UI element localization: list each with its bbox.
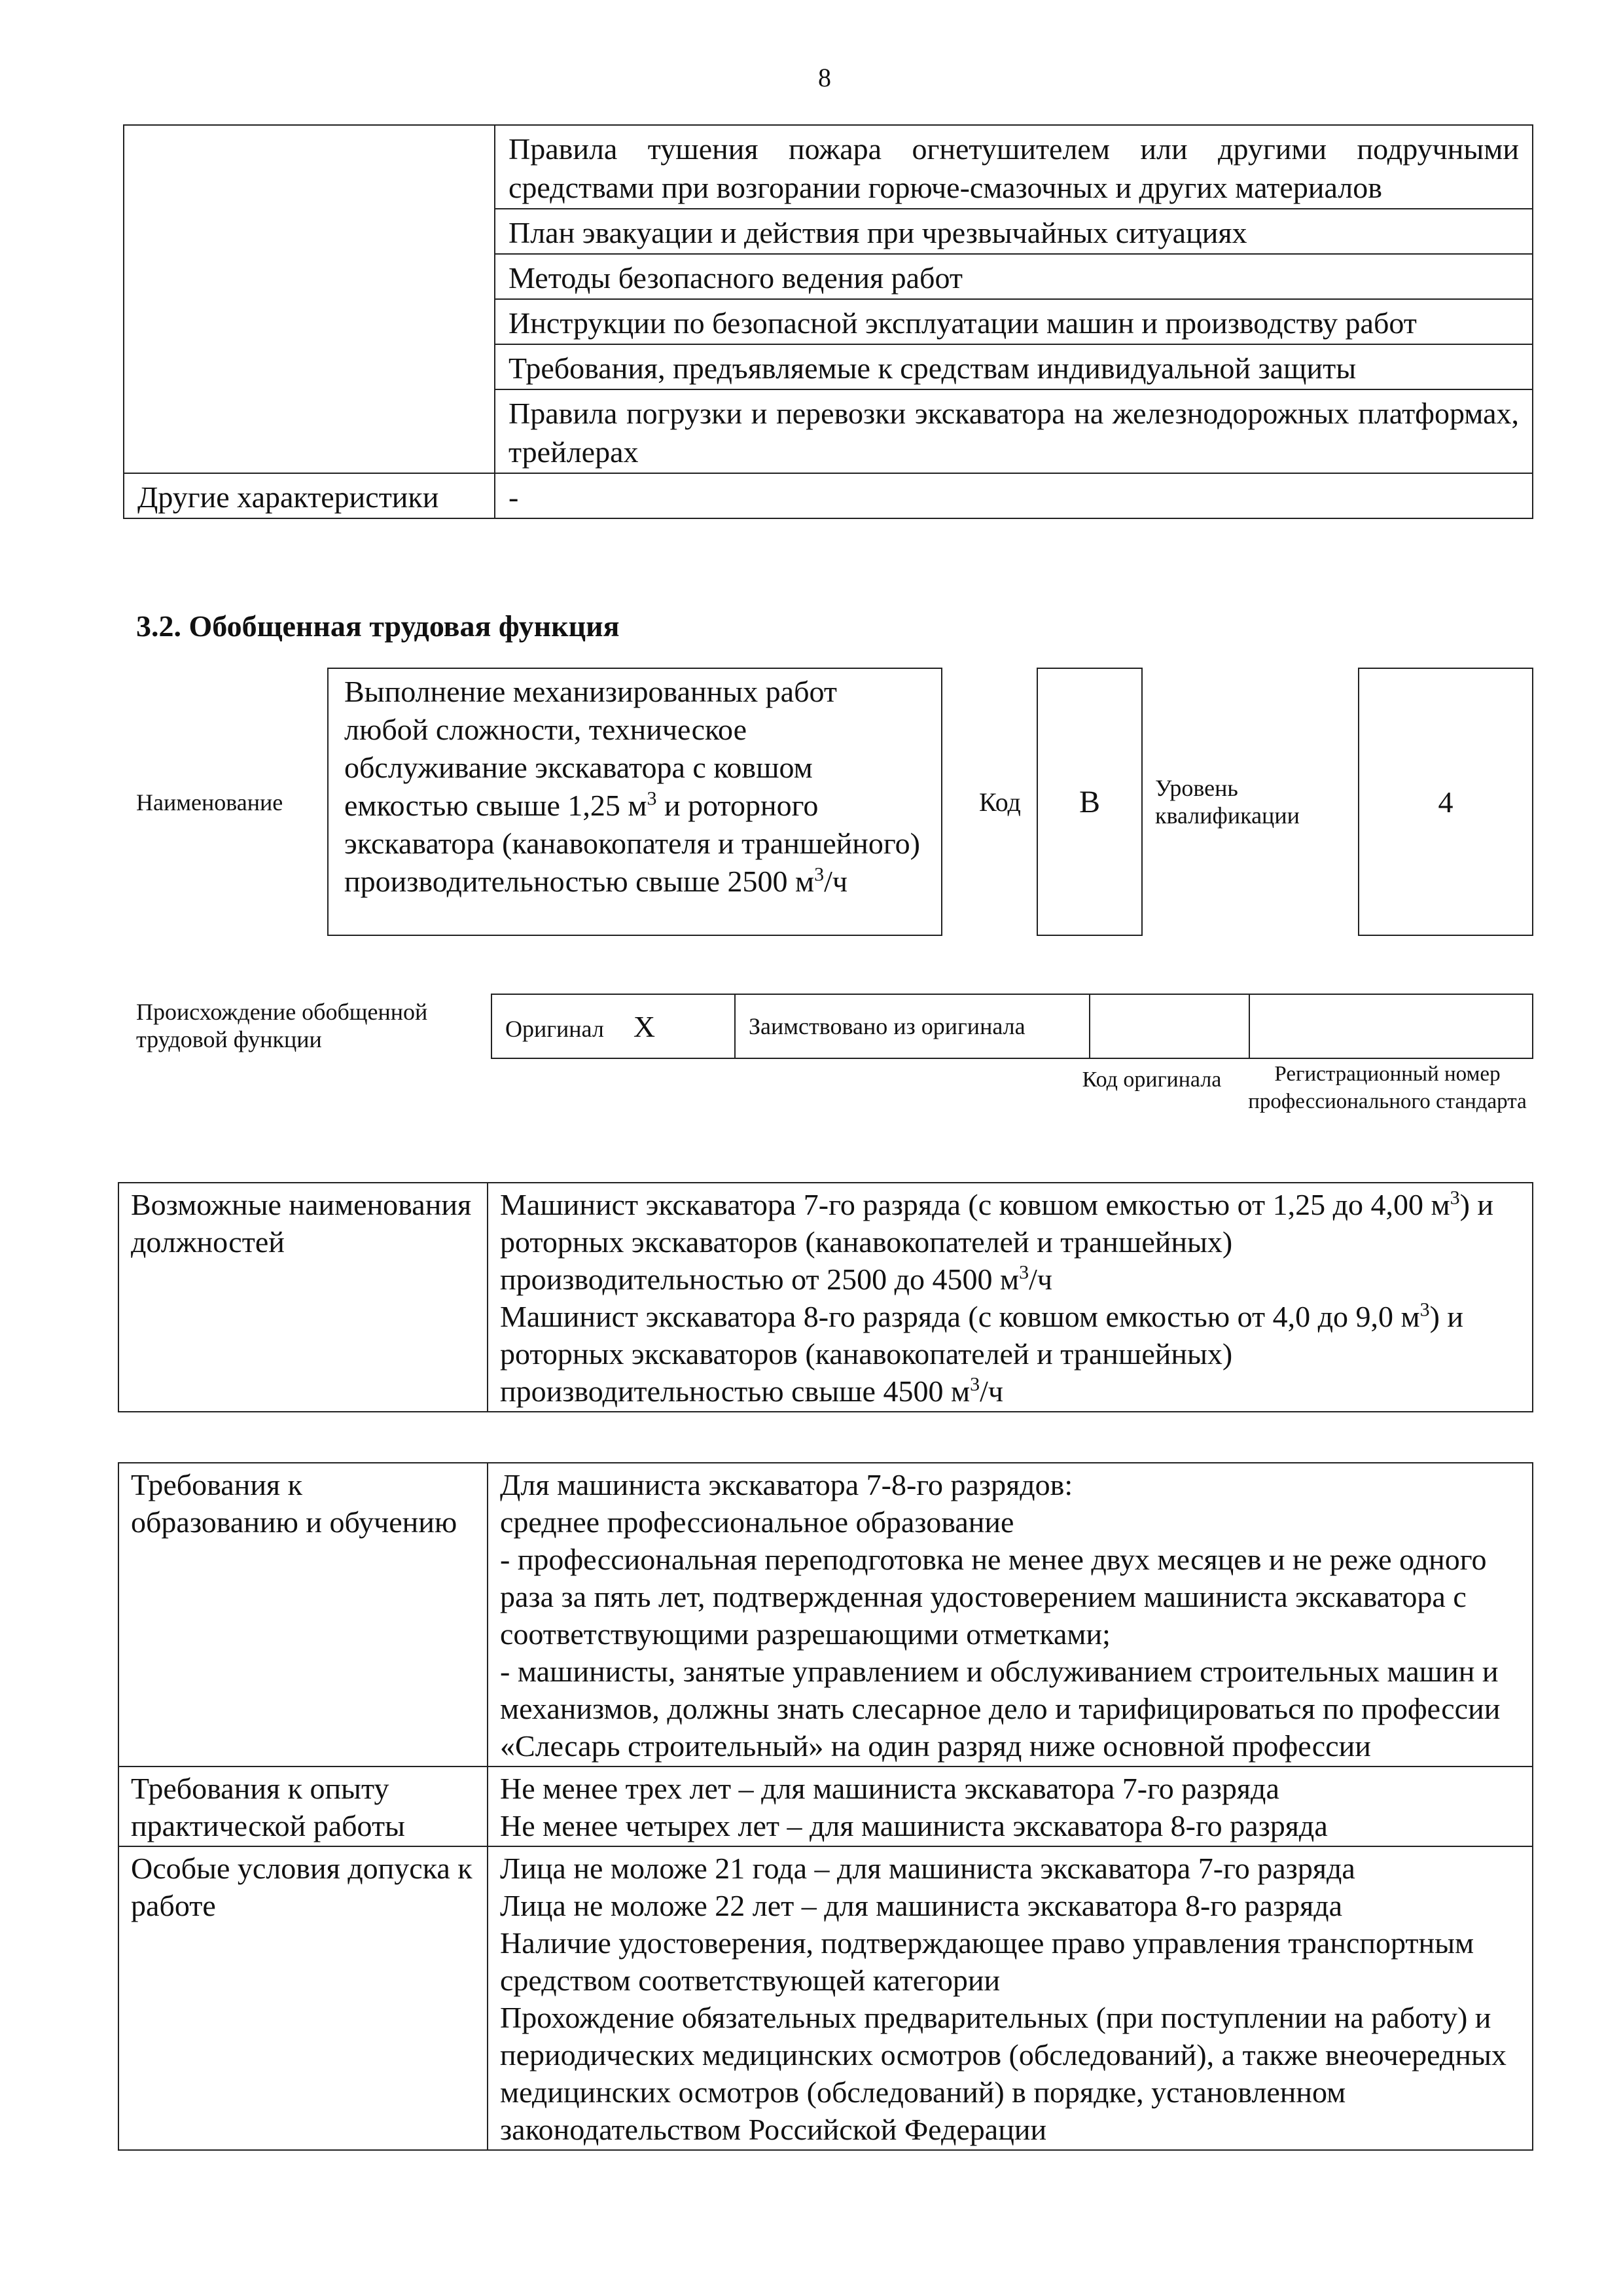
positions-value <box>488 1183 1533 1412</box>
education-label: Требования к образованию и обучению <box>118 1463 488 1767</box>
code-label: Код <box>979 787 1021 817</box>
function-name-text-2: и роторного экскаватора (канавокопателя и траншейного) производительностью свыше 2500 м <box>344 789 920 898</box>
position-text: /ч <box>980 1374 1003 1408</box>
registration-number-cell <box>1249 994 1533 1058</box>
table-row <box>124 473 1533 518</box>
table-cell: Правила тушения пожара огнетушителем или другими подручными средствами при возгорании горюче-смазочных и других материалов <box>495 125 1533 209</box>
page-number: 8 <box>818 63 831 92</box>
function-name-box <box>327 668 942 936</box>
section-title: 3.2. Обобщенная трудовая функция <box>136 609 620 643</box>
table-cell: Методы безопасного ведения работ <box>495 254 1533 299</box>
education-line: - машинисты, занятые управлением и обслуживанием строительных машин и механизмов, должны знать слесарное дело и тарифицироваться по профессии «Слесарь строительный» на один разряд ниже основной профессии <box>500 1655 1501 1763</box>
knowledge-table <box>123 124 1533 519</box>
origin-label: Происхождение обобщенной трудовой функции <box>136 999 428 1052</box>
table-cell: Требования, предъявляемые к средствам индивидуальной защиты <box>495 344 1533 389</box>
function-name-text-3: /ч <box>824 865 847 898</box>
original-code-cell <box>1090 994 1249 1058</box>
experience-label: Требования к опыту практической работы <box>118 1767 488 1846</box>
requirements-table <box>118 1462 1533 2151</box>
superscript: 3 <box>1450 1187 1460 1209</box>
registration-caption: Регистрационный номер профессионального стандарта <box>1248 1062 1527 1113</box>
education-line: среднее профессиональное образование <box>500 1505 1014 1539</box>
table-row <box>124 125 1533 209</box>
other-characteristics-value: - <box>495 473 1533 518</box>
experience-line: Не менее четырех лет – для машиниста экскаватора 8-го разряда <box>500 1809 1328 1842</box>
empty-label-cell <box>124 125 495 473</box>
table-row <box>491 994 1533 1058</box>
table-row <box>118 1463 1533 1767</box>
superscript: 3 <box>1419 1299 1430 1321</box>
level-value: 4 <box>1438 785 1454 819</box>
position-line <box>500 1298 1520 1410</box>
table-row <box>118 1183 1533 1412</box>
code-original-caption: Код оригинала <box>1082 1067 1222 1092</box>
experience-value <box>488 1767 1533 1846</box>
other-characteristics-label: Другие характеристики <box>124 473 495 518</box>
original-cell <box>491 994 735 1058</box>
position-text: ) и роторных экскаваторов (канавокопателей и траншейных) производительностью свыше 4500 м <box>500 1300 1464 1408</box>
origin-table <box>491 994 1533 1059</box>
table-cell: Инструкции по безопасной эксплуатации машин и производству работ <box>495 299 1533 344</box>
position-text: Машинист экскаватора 8-го разряда (с ковшом емкостью от 4,0 до 9,0 м <box>500 1300 1420 1333</box>
table-row <box>118 1846 1533 2150</box>
conditions-line: Лица не моложе 22 лет – для машиниста экскаватора 8-го разряда <box>500 1889 1343 1922</box>
conditions-label: Особые условия допуска к работе <box>118 1846 488 2150</box>
position-line <box>500 1186 1520 1298</box>
superscript: 3 <box>970 1373 980 1395</box>
level-label: Уровень квалификации <box>1155 775 1300 829</box>
level-box <box>1358 668 1533 936</box>
position-text: /ч <box>1029 1263 1053 1296</box>
code-box <box>1037 668 1143 936</box>
superscript: 3 <box>1019 1261 1029 1283</box>
function-name-text: Выполнение механизированных работ любой сложности, техническое обслуживание экскаватора с ковшом емкостью свыше 1,25 м <box>344 675 837 822</box>
superscript: 3 <box>814 863 825 886</box>
position-text: Машинист экскаватора 7-го разряда (с ковшом емкостью от 1,25 до 4,00 м <box>500 1188 1450 1221</box>
positions-label: Возможные наименования должностей <box>118 1183 488 1412</box>
education-line: Для машиниста экскаватора 7-8-го разрядов: <box>500 1468 1073 1501</box>
education-line: - профессиональная переподготовка не менее двух месяцев и не реже одного раза за пять лет, подтвержденная удостоверением машиниста экскаватора с соответствующими разрешающими отметками; <box>500 1543 1487 1651</box>
code-value: B <box>1079 784 1100 819</box>
conditions-line: Прохождение обязательных предварительных (при поступлении на работу) и периодических медицинских осмотров (обследований), а также внеочередных медицинских осмотров (обследований) в порядке, установленном законодательством Российской Федерации <box>500 2001 1507 2146</box>
position-text: ) и роторных экскаваторов (канавокопателей и траншейных) производительностью от 2500 до 4500 м <box>500 1188 1494 1296</box>
education-value <box>488 1463 1533 1767</box>
table-cell: Правила погрузки и перевозки экскаватора на железнодорожных платформах, трейлерах <box>495 389 1533 473</box>
table-row <box>118 1767 1533 1846</box>
borrowed-label: Заимствовано из оригинала <box>735 994 1090 1058</box>
original-label: Оригинал <box>505 1015 604 1042</box>
superscript: 3 <box>647 787 657 810</box>
positions-table <box>118 1182 1533 1412</box>
conditions-value <box>488 1846 1533 2150</box>
table-cell: План эвакуации и действия при чрезвычайных ситуациях <box>495 209 1533 254</box>
conditions-line: Наличие удостоверения, подтверждающее право управления транспортным средством соответствующей категории <box>500 1926 1474 1997</box>
experience-line: Не менее трех лет – для машиниста экскаватора 7-го разряда <box>500 1772 1279 1805</box>
original-mark: X <box>633 1009 656 1043</box>
name-label: Наименование <box>136 789 283 816</box>
conditions-line: Лица не моложе 21 года – для машиниста экскаватора 7-го разряда <box>500 1852 1355 1885</box>
